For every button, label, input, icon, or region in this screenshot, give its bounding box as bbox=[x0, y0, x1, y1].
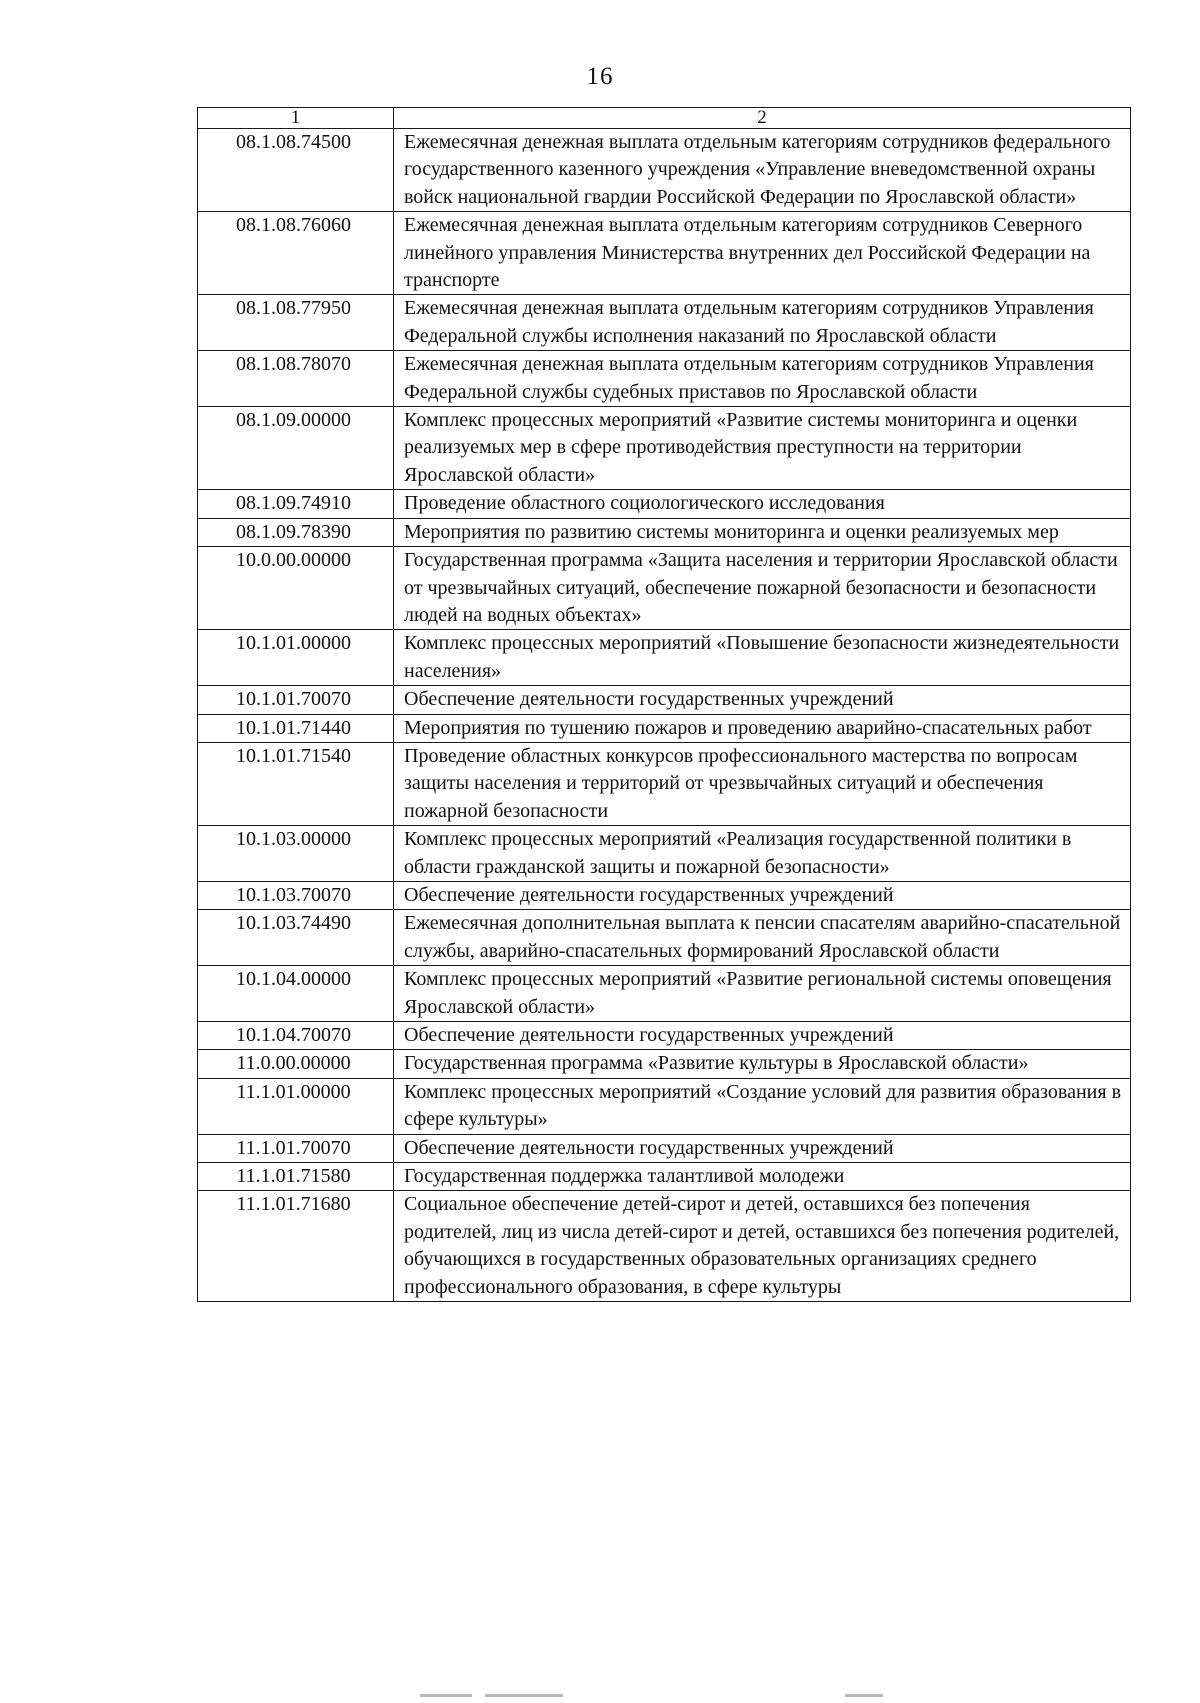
table-header-row bbox=[198, 108, 1131, 129]
table-row bbox=[198, 966, 1131, 1022]
row-code-cell: 08.1.09.78390 bbox=[198, 518, 394, 546]
row-name-cell: Ежемесячная дополнительная выплата к пенсии спасателям аварийно-спасательной службы, аварийно-спасательных формирований Ярославской области bbox=[394, 910, 1131, 966]
row-name-cell: Обеспечение деятельности государственных учреждений bbox=[394, 881, 1131, 909]
row-name-cell: Государственная программа «Развитие культуры в Ярославской области» bbox=[394, 1050, 1131, 1078]
row-name-cell: Социальное обеспечение детей-сирот и детей, оставшихся без попечения родителей, лиц из числа детей-сирот и детей, оставшихся без попечения родителей, обучающихся в государственных образовательных организациях среднего профессионального образования, в сфере культуры bbox=[394, 1191, 1131, 1302]
row-name-cell: Обеспечение деятельности государственных учреждений bbox=[394, 686, 1131, 714]
row-name-cell: Обеспечение деятельности государственных учреждений bbox=[394, 1022, 1131, 1050]
row-code-cell: 08.1.09.74910 bbox=[198, 490, 394, 518]
table-row bbox=[198, 1134, 1131, 1162]
table-row bbox=[198, 881, 1131, 909]
table-row bbox=[198, 826, 1131, 882]
row-name-cell: Комплекс процессных мероприятий «Развитие системы мониторинга и оценки реализуемых мер в сфере противодействия преступности на территории Ярославской области» bbox=[394, 407, 1131, 490]
row-code-cell: 11.1.01.71580 bbox=[198, 1163, 394, 1191]
table-row bbox=[198, 714, 1131, 742]
row-name-cell: Государственная программа «Защита населения и территории Ярославской области от чрезвычайных ситуаций, обеспечение пожарной безопасности и безопасности людей на водных объектах» bbox=[394, 547, 1131, 630]
page-number: 16 bbox=[586, 63, 614, 90]
table-row bbox=[198, 518, 1131, 546]
row-code-cell: 08.1.08.74500 bbox=[198, 129, 394, 212]
column-header-name: 2 bbox=[394, 108, 1131, 129]
row-code-cell: 08.1.08.78070 bbox=[198, 351, 394, 407]
row-code-cell: 10.1.04.00000 bbox=[198, 966, 394, 1022]
row-code-cell: 10.1.01.00000 bbox=[198, 630, 394, 686]
row-code-cell: 10.1.01.71440 bbox=[198, 714, 394, 742]
row-name-cell: Государственная поддержка талантливой молодежи bbox=[394, 1163, 1131, 1191]
row-code-cell: 10.1.03.00000 bbox=[198, 826, 394, 882]
table-row bbox=[198, 686, 1131, 714]
row-name-cell: Мероприятия по тушению пожаров и проведению аварийно-спасательных работ bbox=[394, 714, 1131, 742]
table-row bbox=[198, 547, 1131, 630]
row-code-cell: 10.1.01.70070 bbox=[198, 686, 394, 714]
budget-code-table bbox=[197, 107, 1131, 1302]
row-name-cell: Обеспечение деятельности государственных учреждений bbox=[394, 1134, 1131, 1162]
table-row bbox=[198, 1191, 1131, 1302]
row-name-cell: Комплекс процессных мероприятий «Реализация государственной политики в области гражданской защиты и пожарной безопасности» bbox=[394, 826, 1131, 882]
row-code-cell: 10.1.03.74490 bbox=[198, 910, 394, 966]
table-row bbox=[198, 630, 1131, 686]
table-row bbox=[198, 351, 1131, 407]
row-code-cell: 11.1.01.70070 bbox=[198, 1134, 394, 1162]
column-header-code: 1 bbox=[198, 108, 394, 129]
row-code-cell: 11.0.00.00000 bbox=[198, 1050, 394, 1078]
row-code-cell: 10.1.03.70070 bbox=[198, 881, 394, 909]
table-row bbox=[198, 407, 1131, 490]
row-name-cell: Мероприятия по развитию системы мониторинга и оценки реализуемых мер bbox=[394, 518, 1131, 546]
table-body bbox=[198, 108, 1131, 1302]
table-row bbox=[198, 129, 1131, 212]
table-row bbox=[198, 212, 1131, 295]
row-name-cell: Проведение областных конкурсов профессионального мастерства по вопросам защиты населения и территорий от чрезвычайных ситуаций и обеспечения пожарной безопасности bbox=[394, 742, 1131, 825]
row-code-cell: 10.1.01.71540 bbox=[198, 742, 394, 825]
row-code-cell: 10.0.00.00000 bbox=[198, 547, 394, 630]
row-name-cell: Ежемесячная денежная выплата отдельным категориям сотрудников Северного линейного управления Министерства внутренних дел Российской Федерации на транспорте bbox=[394, 212, 1131, 295]
table-row bbox=[198, 742, 1131, 825]
table-row bbox=[198, 295, 1131, 351]
row-code-cell: 11.1.01.71680 bbox=[198, 1191, 394, 1302]
row-name-cell: Ежемесячная денежная выплата отдельным категориям сотрудников Управления Федеральной службы судебных приставов по Ярославской области bbox=[394, 351, 1131, 407]
row-name-cell: Ежемесячная денежная выплата отдельным категориям сотрудников федерального государственного казенного учреждения «Управление вневедомственной охраны войск национальной гвардии Российской Федерации по Ярославской области» bbox=[394, 129, 1131, 212]
row-code-cell: 08.1.08.77950 bbox=[198, 295, 394, 351]
table-row bbox=[198, 1078, 1131, 1134]
scan-artifact-marks bbox=[0, 1690, 1200, 1703]
table-row bbox=[198, 910, 1131, 966]
table-row bbox=[198, 1050, 1131, 1078]
row-name-cell: Комплекс процессных мероприятий «Развитие региональной системы оповещения Ярославской области» bbox=[394, 966, 1131, 1022]
row-code-cell: 08.1.09.00000 bbox=[198, 407, 394, 490]
row-name-cell: Проведение областного социологического исследования bbox=[394, 490, 1131, 518]
row-name-cell: Комплекс процессных мероприятий «Повышение безопасности жизнедеятельности населения» bbox=[394, 630, 1131, 686]
table-row bbox=[198, 1163, 1131, 1191]
row-code-cell: 11.1.01.00000 bbox=[198, 1078, 394, 1134]
row-code-cell: 10.1.04.70070 bbox=[198, 1022, 394, 1050]
row-name-cell: Ежемесячная денежная выплата отдельным категориям сотрудников Управления Федеральной службы исполнения наказаний по Ярославской области bbox=[394, 295, 1131, 351]
row-code-cell: 08.1.08.76060 bbox=[198, 212, 394, 295]
row-name-cell: Комплекс процессных мероприятий «Создание условий для развития образования в сфере культуры» bbox=[394, 1078, 1131, 1134]
table-row bbox=[198, 1022, 1131, 1050]
table-row bbox=[198, 490, 1131, 518]
